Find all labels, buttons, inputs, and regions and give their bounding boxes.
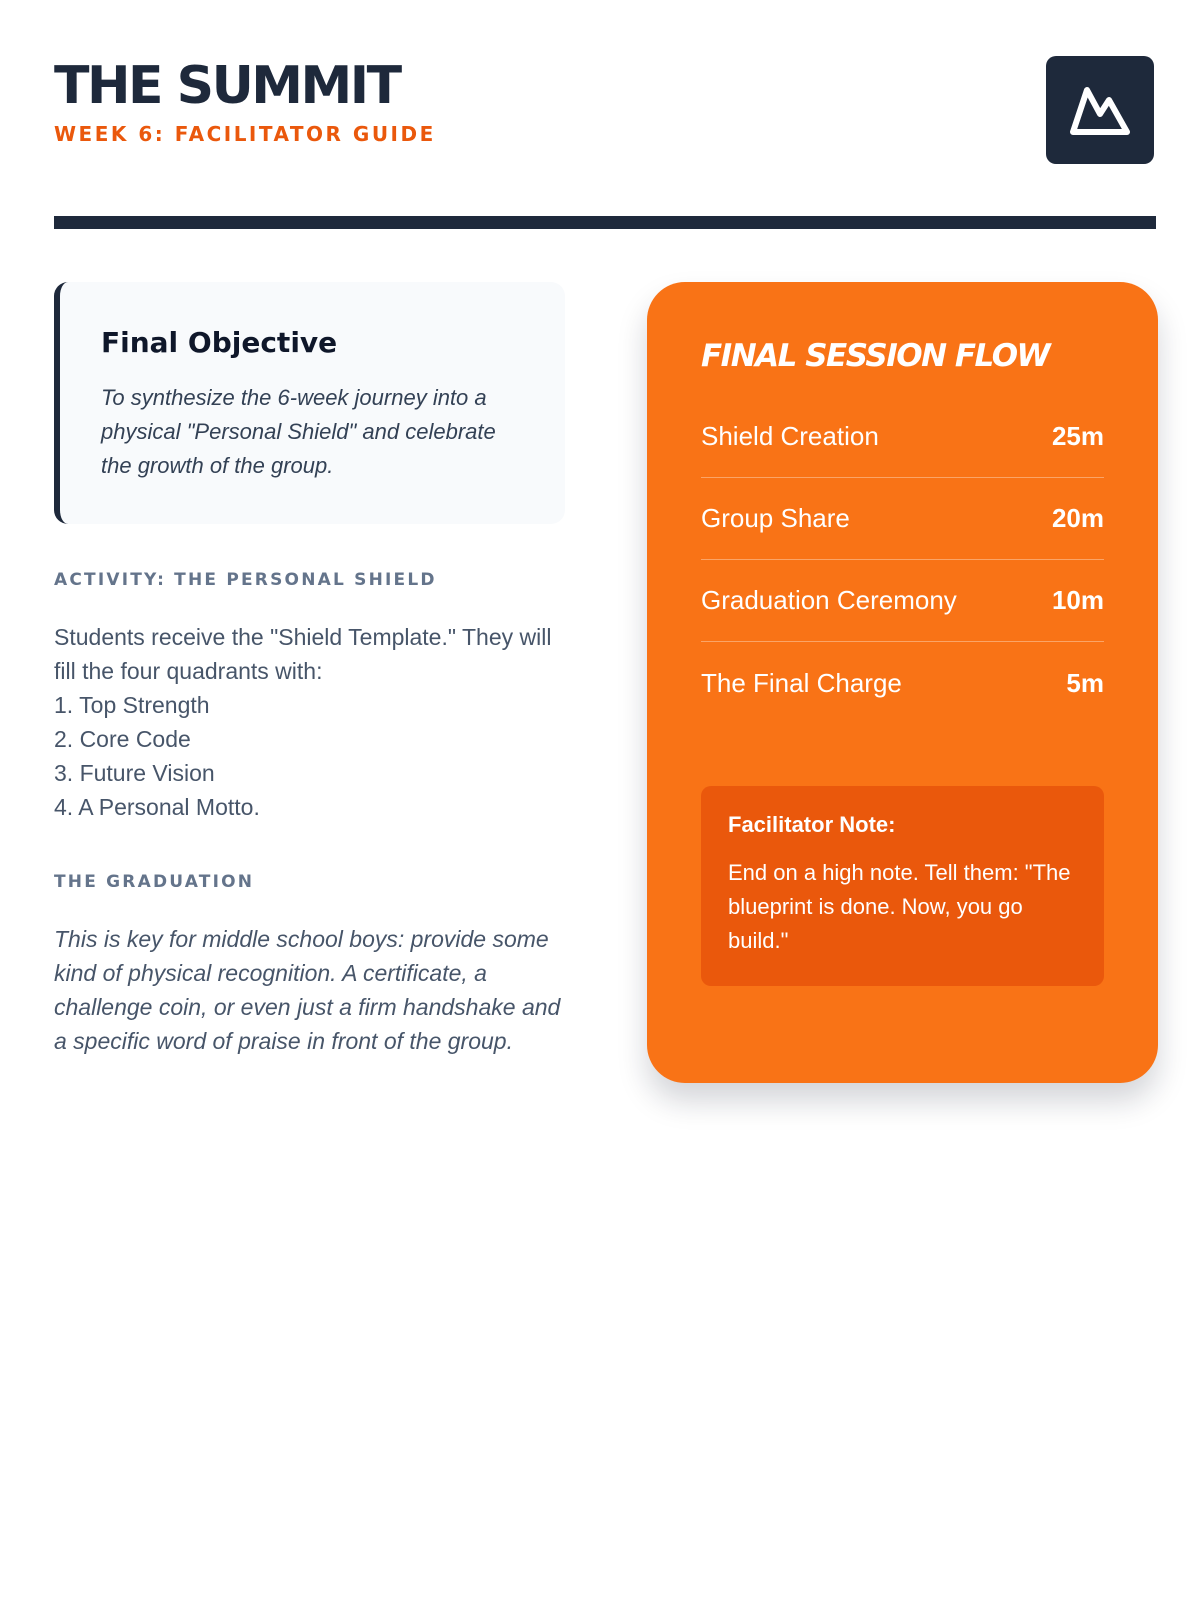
flow-row-label: Group Share <box>701 503 850 533</box>
flow-heading: FINAL SESSION FLOW <box>701 338 1050 374</box>
note-title: Facilitator Note: <box>728 812 896 837</box>
list-item: 4. A Personal Motto. <box>54 794 260 820</box>
page-subtitle: WEEK 6: FACILITATOR GUIDE <box>54 122 436 146</box>
flow-row <box>701 560 1104 642</box>
flow-row-label: Graduation Ceremony <box>701 585 957 615</box>
quadrant-list <box>54 688 565 824</box>
header-divider <box>54 216 1156 229</box>
activity-body <box>54 620 565 824</box>
flow-row <box>701 396 1104 478</box>
flow-row-label: The Final Charge <box>701 667 902 698</box>
activity-heading: ACTIVITY: THE PERSONAL SHIELD <box>54 570 437 590</box>
flow-row <box>701 478 1104 560</box>
logo <box>1046 56 1154 164</box>
list-item: 2. Core Code <box>54 726 191 752</box>
mountain-icon <box>1068 80 1132 140</box>
header <box>54 56 1154 166</box>
flow-row-duration: 5m <box>1066 667 1104 698</box>
activity-intro: Students receive the "Shield Template." They will fill the four quadrants with: <box>54 624 552 684</box>
page-title: THE SUMMIT <box>54 56 400 116</box>
list-item: 1. Top Strength <box>54 692 210 718</box>
graduation-heading: THE GRADUATION <box>54 872 255 892</box>
flow-row-duration: 10m <box>1051 585 1104 615</box>
flow-row-label: Shield Creation <box>701 421 879 451</box>
objective-heading: Final Objective <box>101 326 338 359</box>
facilitator-note <box>701 786 1104 986</box>
objective-text: To synthesize the 6-week journey into a physical "Personal Shield" and celebrate the growth of the group. <box>101 385 496 478</box>
session-flow-card <box>647 282 1158 1083</box>
list-item: 3. Future Vision <box>54 760 215 786</box>
flow-row-duration: 20m <box>1051 503 1104 533</box>
flow-row-duration: 25m <box>1051 421 1104 451</box>
note-text: End on a high note. Tell them: "The blueprint is done. Now, you go build." <box>728 860 1071 953</box>
flow-row <box>701 642 1104 724</box>
left-column <box>54 282 565 1058</box>
graduation-text: This is key for middle school boys: provide some kind of physical recognition. A certificate, a challenge coin, or even just a firm handshake and a specific word of praise in front of the group. <box>54 926 561 1054</box>
objective-card <box>54 282 565 524</box>
